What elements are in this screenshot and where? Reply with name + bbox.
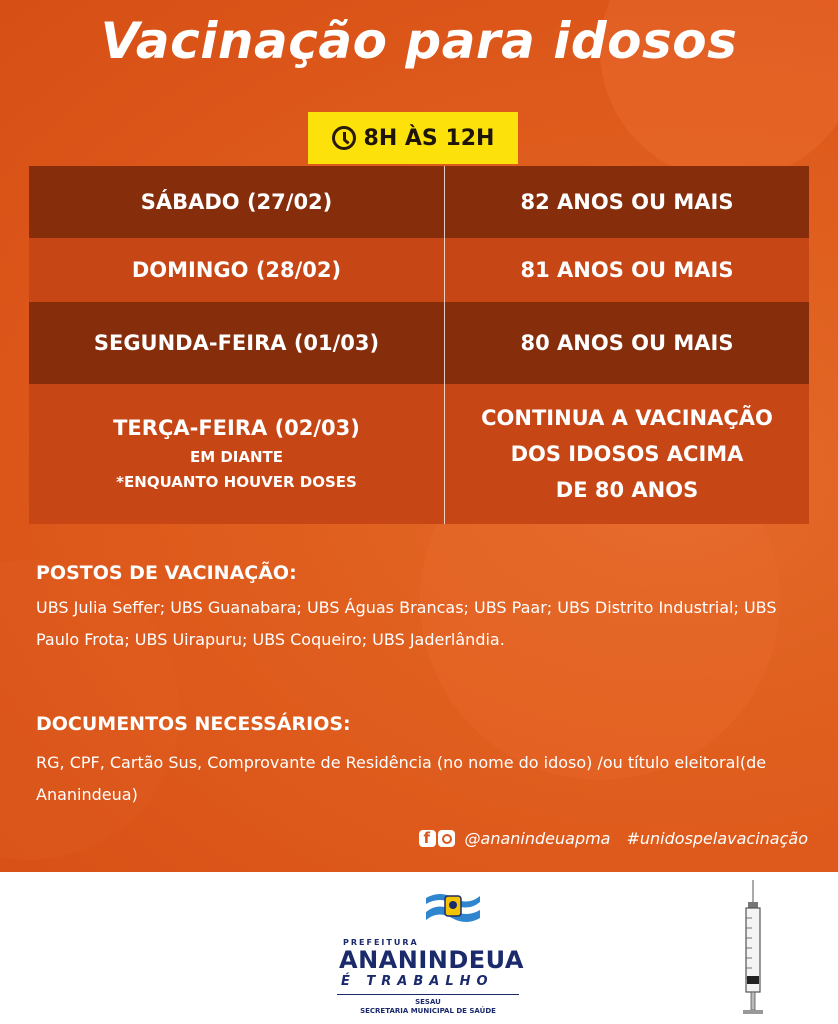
- social-hashtag: #unidospelavacinação: [626, 829, 808, 848]
- social-bar: [419, 829, 808, 848]
- secretaria-label: SECRETARIA MUNICIPAL DE SAÚDE: [360, 1007, 496, 1015]
- footer: [0, 872, 838, 1024]
- page-title: Vacinação para idosos: [100, 12, 738, 70]
- table-row: [29, 384, 809, 524]
- day-cell: [29, 166, 445, 238]
- group-label: 82 ANOS OU MAIS: [520, 189, 734, 214]
- day-label: TERÇA-FEIRA (02/03): [113, 416, 360, 441]
- day-label: DOMINGO (28/02): [131, 257, 342, 282]
- group-label: 81 ANOS OU MAIS: [520, 257, 734, 282]
- clock-icon: [332, 126, 356, 150]
- time-badge: [308, 112, 518, 164]
- city-flag-icon: [424, 888, 482, 928]
- group-cell: [445, 384, 809, 524]
- prefeitura-logo: [337, 888, 527, 1018]
- documents-heading: DOCUMENTOS NECESSÁRIOS:: [36, 713, 351, 735]
- time-text: 8H ÀS 12H: [363, 125, 495, 151]
- table-row: [29, 166, 809, 238]
- posts-heading: POSTOS DE VACINAÇÃO:: [36, 562, 297, 584]
- social-icons: [419, 830, 455, 847]
- group-cell: [445, 166, 809, 238]
- group-cell: [445, 302, 809, 384]
- documents-text: RG, CPF, Cartão Sus, Comprovante de Residência (no nome do idoso) /ou título eleitoral(de Ananindeua): [36, 753, 767, 804]
- syringe-icon: [738, 880, 768, 1020]
- sesau-label: SESAU: [415, 998, 441, 1006]
- logo-prefeitura: PREFEITURA: [343, 938, 419, 947]
- posts-text: UBS Julia Seffer; UBS Guanabara; UBS Águas Brancas; UBS Paar; UBS Distrito Industrial; UBS Paulo Frota; UBS Uirapuru; UBS Coqueiro; UBS Jaderlândia.: [36, 598, 777, 649]
- logo-slogan: É TRABALHO: [341, 974, 494, 989]
- facebook-icon: [419, 830, 436, 847]
- day-label: SÁBADO (27/02): [140, 189, 333, 214]
- group-label: CONTINUA A VACINAÇÃO: [481, 405, 773, 430]
- documents-section: [36, 713, 806, 811]
- vaccination-posts-section: [36, 562, 806, 656]
- logo-divider: [337, 994, 519, 995]
- logo-city: ANANINDEUA: [339, 946, 524, 974]
- group-label: 80 ANOS OU MAIS: [520, 330, 734, 355]
- day-cell: [29, 384, 445, 524]
- group-label: DE 80 ANOS: [555, 478, 699, 503]
- table-row: [29, 302, 809, 384]
- schedule-table: [29, 166, 809, 524]
- day-note: EM DIANTE: [189, 447, 284, 466]
- group-cell: [445, 238, 809, 302]
- day-cell: [29, 302, 445, 384]
- instagram-icon: [438, 830, 455, 847]
- day-label: SEGUNDA-FEIRA (01/03): [93, 330, 380, 355]
- day-note: *ENQUANTO HOUVER DOSES: [116, 473, 357, 492]
- day-cell: [29, 238, 445, 302]
- logo-sesau: [337, 998, 519, 1016]
- group-label: DOS IDOSOS ACIMA: [510, 441, 744, 466]
- social-handle: @ananindeuapma: [464, 829, 611, 848]
- table-row: [29, 238, 809, 302]
